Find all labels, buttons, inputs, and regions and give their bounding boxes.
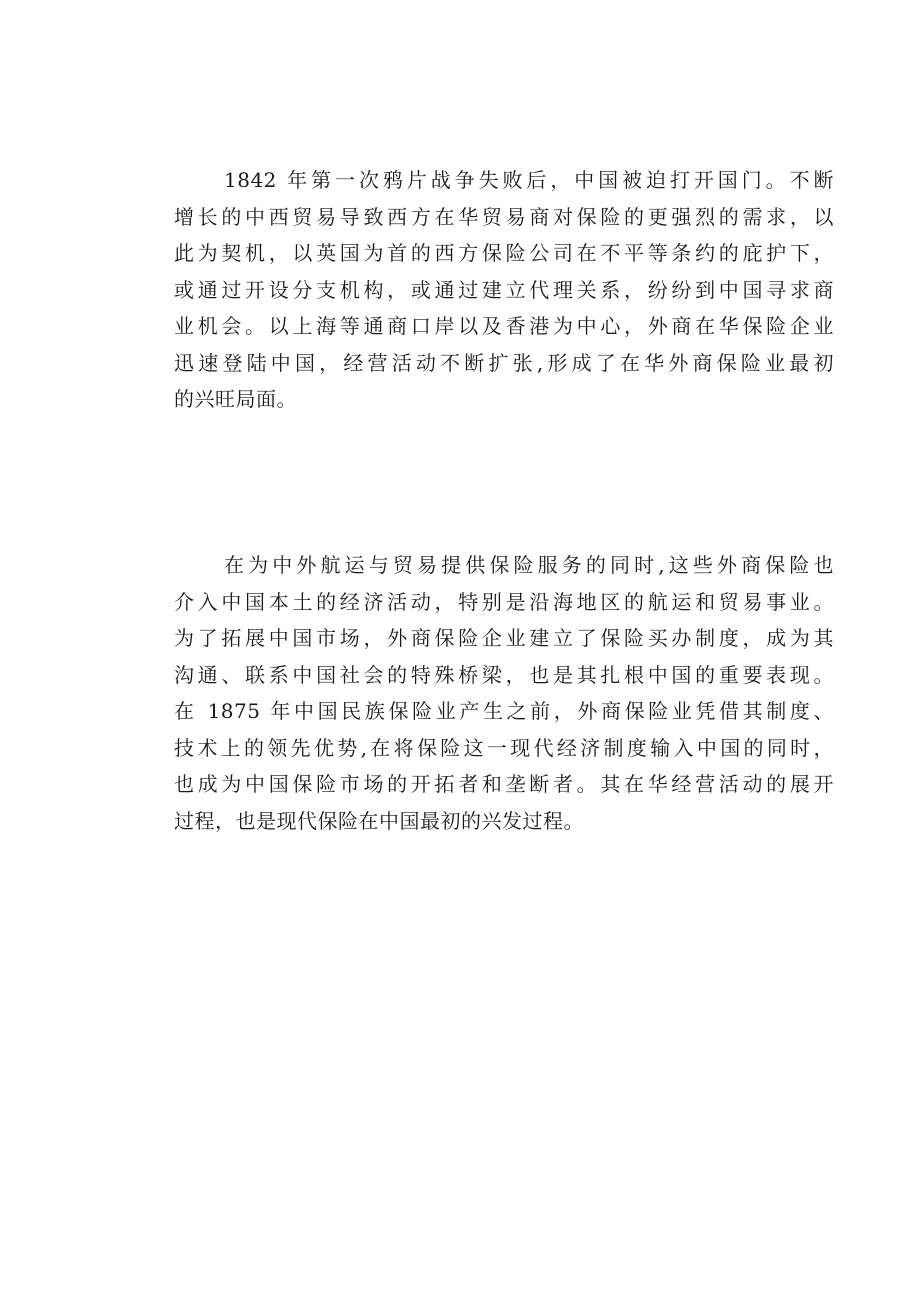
paragraph-line: 技术上的领先优势,在将保险这一现代经济制度输入中国的同时， xyxy=(174,735,834,760)
paragraph-line: 介入中国本土的经济活动，特别是沿海地区的航运和贸易事业。 xyxy=(174,589,834,614)
paragraph-line: 的兴旺局面。 xyxy=(174,387,297,411)
paragraph-line: 沟通、联系中国社会的特殊桥梁，也是其扎根中国的重要表现。 xyxy=(174,662,834,687)
paragraph-line: 迅速登陆中国，经营活动不断扩张,形成了在华外商保险业最初 xyxy=(174,350,834,375)
paragraph-line: 或通过开设分支机构，或通过建立代理关系，纷纷到中国寻求商 xyxy=(174,277,834,302)
paragraph-line: 1842 年第一次鸦片战争失败后，中国被迫打开国门。不断 xyxy=(224,168,834,192)
paragraph-line: 为了拓展中国市场，外商保险企业建立了保险买办制度，成为其 xyxy=(174,626,834,650)
paragraph-line: 业机会。以上海等通商口岸以及香港为中心，外商在华保险企业 xyxy=(174,314,834,338)
paragraph-line: 也成为中国保险市场的开拓者和垄断者。其在华经营活动的展开 xyxy=(174,772,834,796)
paragraph-line: 在为中外航运与贸易提供保险服务的同时,这些外商保险也 xyxy=(224,553,834,577)
paragraph-2 xyxy=(174,547,834,839)
paragraph-line: 过程，也是现代保险在中国最初的兴发过程。 xyxy=(174,808,584,833)
paragraph-1 xyxy=(174,162,834,418)
paragraph-line: 增长的中西贸易导致西方在华贸易商对保险的更强烈的需求，以 xyxy=(174,204,834,229)
paragraph-line: 在 1875 年中国民族保险业产生之前，外商保险业凭借其制度、 xyxy=(174,699,834,723)
paragraph-line: 此为契机，以英国为首的西方保险公司在不平等条约的庇护下， xyxy=(174,241,834,265)
